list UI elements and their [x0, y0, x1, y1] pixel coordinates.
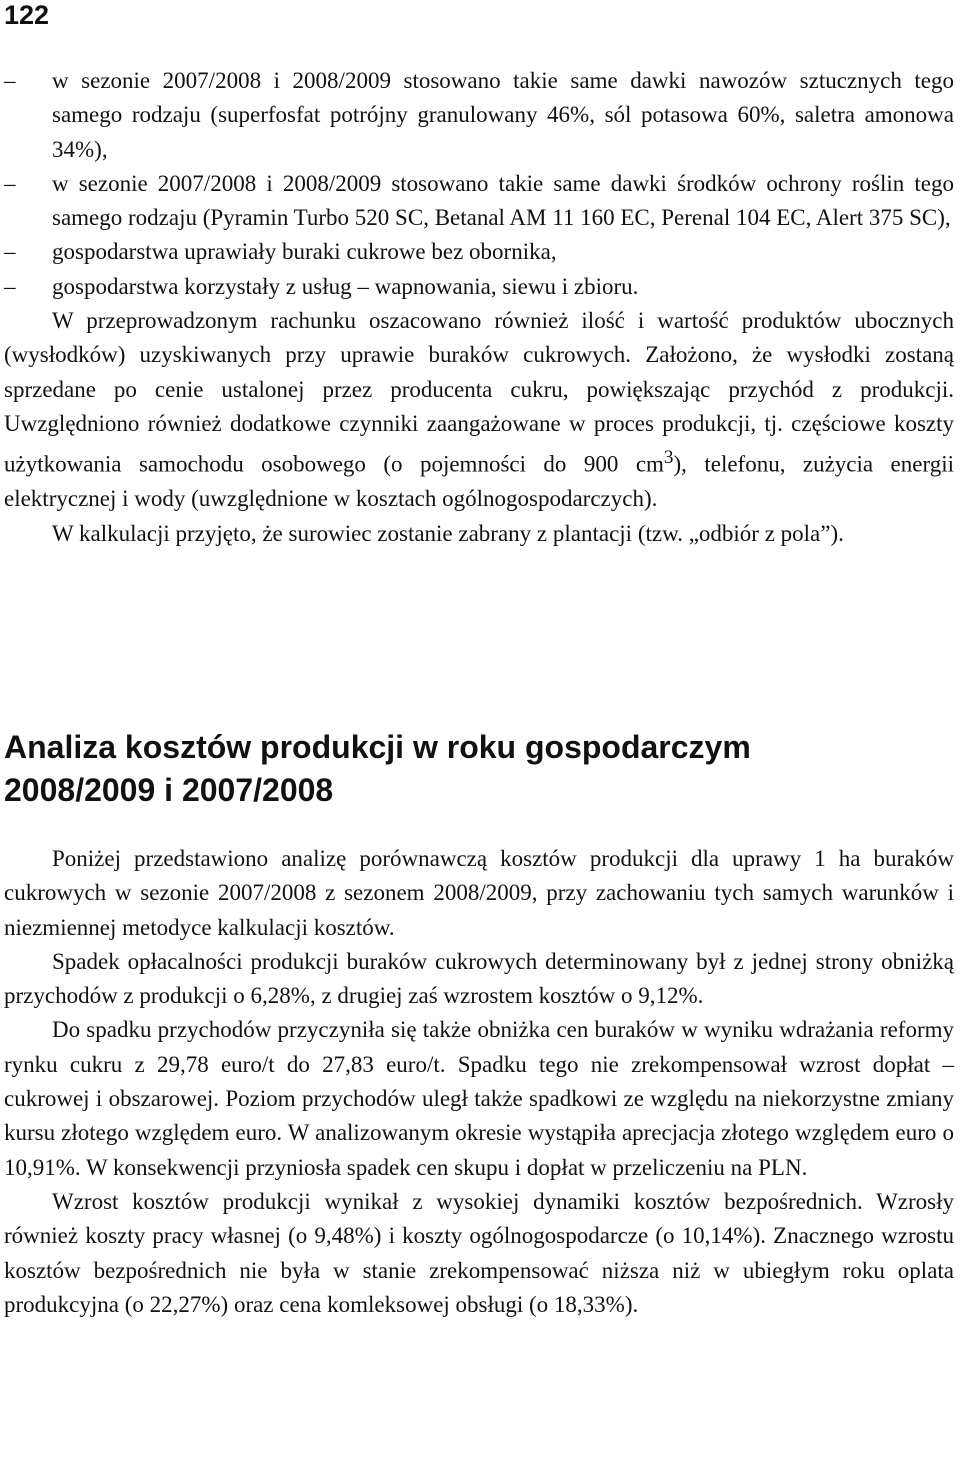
bullet-text: gospodarstwa korzystały z usług – wapnowania, siewu i zbioru. — [52, 273, 639, 299]
paragraph: Do spadku przychodów przyczyniła się także obniżka cen buraków w wyniku wdrażania reformy rynku cukru z 29,78 euro/t do 27,83 euro/t. Spadku tego nie zrekompensował wzrost dopłat – cukrowej i obszarowej. Poziom przychodów uległ także spadkowi ze względu na niekorzystne zmiany kursu złotego względem euro. W analizowanym okresie wystąpiła aprecjacja złotego względem euro o 10,91%. W konsekwencji przyniosła spadek cen skupu i dopłat w przeliczeniu na PLN. — [4, 1017, 954, 1180]
bullet-dash: – — [4, 68, 16, 93]
bullet-dash: – — [4, 239, 16, 265]
paragraph: W kalkulacji przyjęto, że surowiec zostanie zabrany z plantacji (tzw. „odbiór z pola”). — [52, 520, 844, 546]
page-number: 122 — [4, 0, 50, 30]
superscript: 3 — [663, 447, 674, 469]
list-item — [4, 270, 954, 304]
bullet-text: w sezonie 2007/2008 i 2008/2009 stosowano takie same dawki środków ochrony roślin tego samego rodzaju (Pyramin Turbo 520 SC, Betanal AM 11 160 EC, Perenal 104 EC, Alert 375 SC), — [52, 170, 954, 231]
upper-text-block — [4, 64, 954, 551]
lower-text-block — [4, 842, 954, 1322]
paragraph — [4, 304, 954, 516]
bullet-dash: – — [4, 273, 16, 299]
paragraph: Poniżej przedstawiono analizę porównawczą kosztów produkcji dla uprawy 1 ha buraków cukrowych w sezonie 2007/2008 z sezonem 2008/2009, przy zachowaniu tych samych warunków i niezmiennej metodyce kalkulacji kosztów. — [4, 846, 954, 940]
list-item — [4, 235, 954, 269]
paragraph-text: W przeprowadzonym rachunku oszacowano również ilość i wartość produktów ubocznych (wysłodków) uzyskiwanych przy uprawie buraków cukrowych. Założono, że wysłodki zostaną sprzedane po cenie ustalonej przez producenta cukru, powiększając przychód z produkcji. Uwzględniono również dodatkowe czynniki zaangażowane w proces produkcji, tj. częściowe koszty użytkowania samochodu osobowego (o pojemności do 900 cm — [4, 308, 954, 477]
bullet-text: w sezonie 2007/2008 i 2008/2009 stosowano takie same dawki nawozów sztucznych tego samego rodzaju (superfosfat potrójny granulowany 46%, sól potasowa 60%, saletra amonowa 34%), — [52, 68, 954, 162]
list-item — [4, 64, 954, 167]
bullet-dash: – — [4, 170, 16, 196]
list-item — [4, 167, 954, 236]
paragraph: Spadek opłacalności produkcji buraków cukrowych determinowany był z jednej strony obniżką przychodów z produkcji o 6,28%, z drugiej zaś wzrostem kosztów o 9,12%. — [4, 948, 954, 1009]
bullet-text: gospodarstwa uprawiały buraki cukrowe bez obornika, — [52, 239, 557, 265]
paragraph-text-tail: ), telefonu, zużycia energii elektrycznej i wody (uwzględnione w kosztach ogólnogospodarczych). — [4, 451, 954, 512]
paragraph: Wzrost kosztów produkcji wynikał z wysokiej dynamiki kosztów bezpośrednich. Wzrosły również koszty pracy własnej (o 9,48%) i koszty ogólnogospodarcze (o 10,14%). Znacznego wzrostu kosztów bezpośrednich nie była w stanie zrekompensować niższa niż w ubiegłym roku oplata produkcyjna (o 22,27%) oraz cena komleksowej obsługi (o 18,33%). — [4, 1188, 954, 1317]
section-heading: Analiza kosztów produkcji w roku gospodarczym 2008/2009 i 2007/2008 — [4, 729, 751, 808]
